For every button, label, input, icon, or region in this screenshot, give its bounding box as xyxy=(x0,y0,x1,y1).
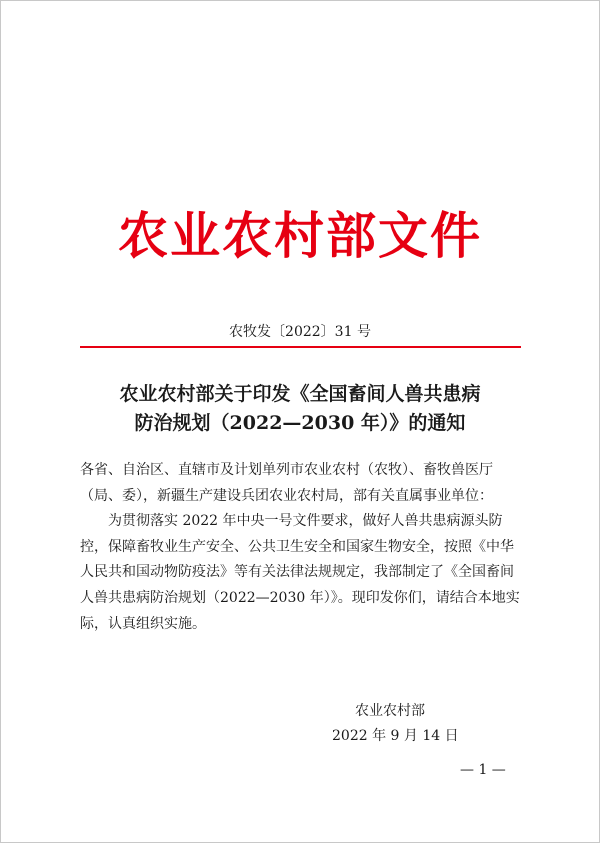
document-number: 农牧发〔2022〕31 号 xyxy=(229,324,371,340)
document-header-title: 农业农村部文件 xyxy=(118,206,482,265)
notice-title-line-1: 农业农村部关于印发《全国畜间人兽共患病 xyxy=(119,383,481,405)
notice-body xyxy=(80,458,525,637)
issue-date: 2022 年 9 月 14 日 xyxy=(332,728,459,744)
page-number: — 1 — xyxy=(460,762,506,778)
salutation: 各省、自治区、直辖市及计划单列市农业农村（农牧）、畜牧兽医厅（局、委），新疆生产建设兵团农业农村局，部有关直属事业单位： xyxy=(80,462,493,504)
body-paragraph: 为贯彻落实 2022 年中央一号文件要求，做好人兽共患病源头防控，保障畜牧业生产安全、公共卫生安全和国家生物安全，按照《中华人民共和国动物防疫法》等有关法律法规规定，我部制定了《全国畜间人兽共患病防治规划（2022—2030 年）》。现印发你们，请结合本地实际，认真组织实施。 xyxy=(80,513,520,632)
notice-title-line-2: 防治规划（2022—2030 年）》的通知 xyxy=(134,412,466,434)
issuer-signature: 农业农村部 xyxy=(355,703,425,719)
notice-title xyxy=(0,380,600,438)
red-divider-line xyxy=(80,346,521,348)
